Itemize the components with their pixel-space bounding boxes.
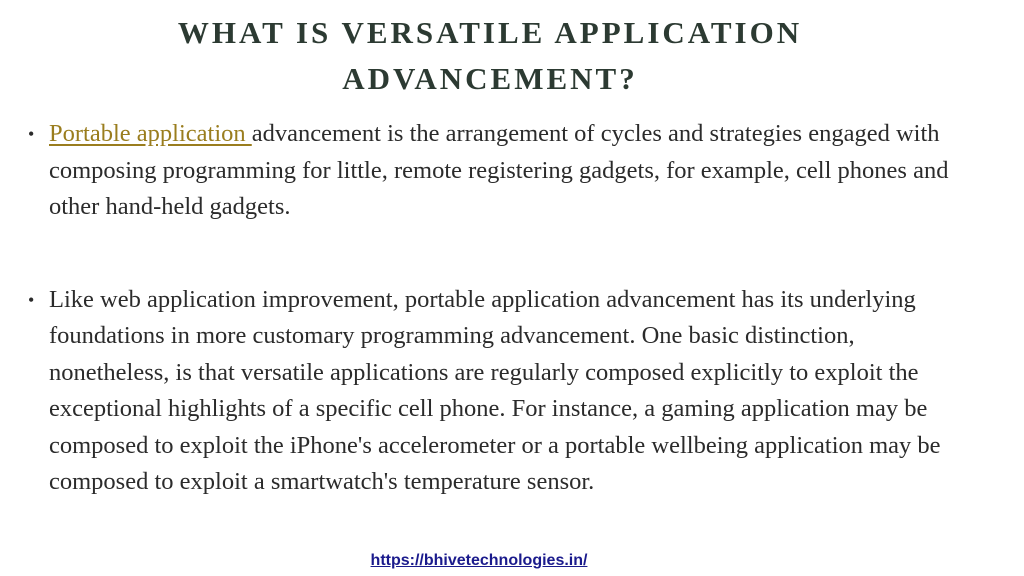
website-link[interactable]: https://bhivetechnologies.in/ xyxy=(370,552,588,569)
bullet-list xyxy=(28,116,963,501)
bullet-item-1 xyxy=(28,116,963,226)
slide-title: WHAT IS VERSATILE APPLICATION ADVANCEMENT? xyxy=(177,15,803,96)
bullet-text: Like web application improvement, portable application advancement has its underlying foundations in more customary programming advancement. One basic distinction, nonetheless, is that versatile applications are regularly composed explicitly to exploit the exceptional highlights of a specific cell phone. For instance, a gaming application may be composed to exploit the iPhone's accelerometer or a portable wellbeing application may be composed to exploit a smartwatch's temperature sensor. xyxy=(49,285,941,495)
portable-application-link[interactable]: Portable application xyxy=(49,120,252,147)
bullet-item-2 xyxy=(28,282,963,501)
bullet-dot-icon: • xyxy=(28,124,35,144)
bullet-text: advancement is the arrangement of cycles and strategies engaged with composing programming for little, remote registering gadgets, for example, cell phones and other hand-held gadgets. xyxy=(49,120,949,220)
bullet-dot-icon: • xyxy=(28,289,35,310)
